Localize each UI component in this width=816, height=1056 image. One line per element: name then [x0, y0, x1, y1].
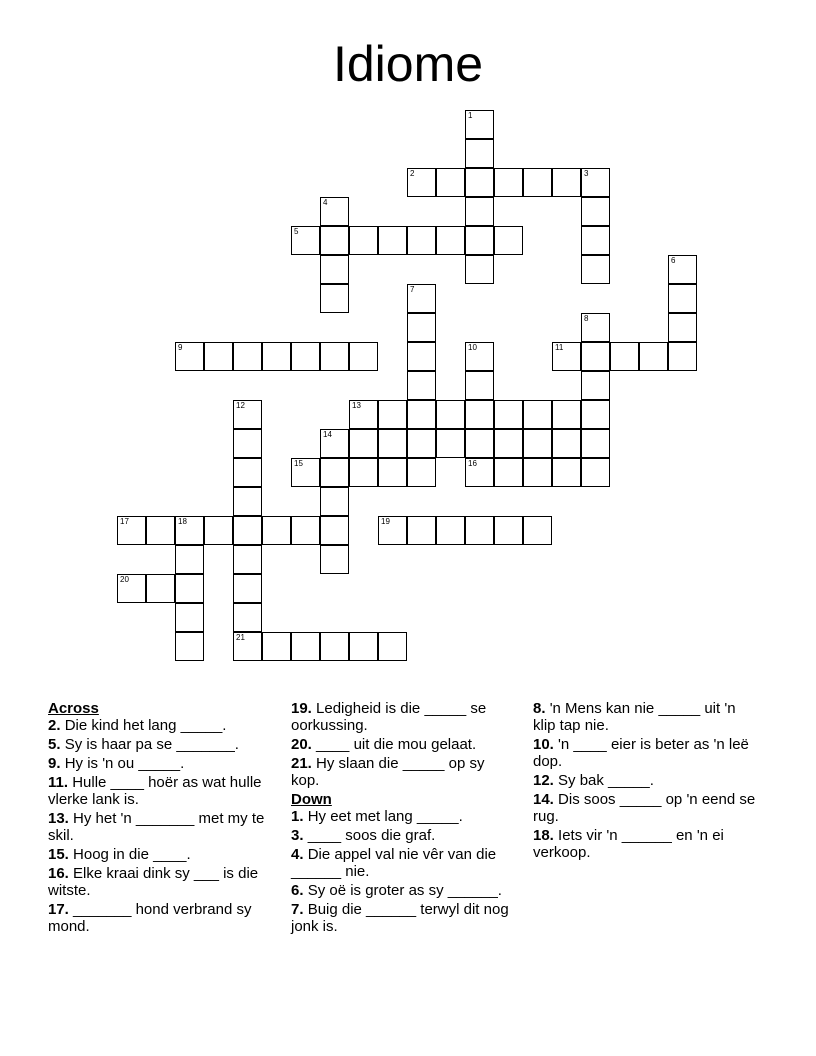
clue-down-14: 14. Dis soos _____ op 'n eend se rug. [533, 791, 756, 825]
grid-cell[interactable] [465, 429, 494, 458]
grid-cell[interactable] [552, 342, 581, 371]
grid-cell[interactable] [320, 516, 349, 545]
grid-cell[interactable] [204, 516, 233, 545]
grid-cell[interactable] [320, 226, 349, 255]
clue-across-21: 21. Hy slaan die _____ op sy kop. [291, 755, 485, 789]
grid-cell[interactable] [465, 226, 494, 255]
grid-cell[interactable] [320, 632, 349, 661]
grid-cell[interactable] [407, 342, 436, 371]
clue-down-3: 3. ____ soos die graf. [291, 827, 436, 844]
clue-column-1 [48, 700, 268, 937]
grid-cell[interactable] [407, 313, 436, 342]
clue-down-12: 12. Sy bak _____. [533, 772, 654, 789]
grid-cell[interactable] [320, 284, 349, 313]
clue-column-3 [533, 700, 761, 863]
grid-cell[interactable] [204, 342, 233, 371]
grid-cell[interactable] [581, 429, 610, 458]
grid-cell[interactable] [465, 400, 494, 429]
clue-down-8: 8. 'n Mens kan nie _____ uit 'n klip tap nie. [533, 700, 736, 734]
grid-cell[interactable] [465, 516, 494, 545]
cell-number: 12 [236, 401, 245, 410]
cell-number: 18 [178, 517, 187, 526]
grid-cell[interactable] [291, 632, 320, 661]
clue-across-16: 16. Elke kraai dink sy ___ is die witste. [48, 865, 259, 899]
clue-down-1: 1. Hy eet met lang _____. [291, 808, 463, 825]
across-heading: Across [48, 700, 99, 717]
grid-cell[interactable] [668, 342, 697, 371]
down-heading: Down [291, 791, 332, 808]
grid-cell[interactable] [523, 400, 552, 429]
clue-across-5: 5. Sy is haar pa se _______. [48, 736, 239, 753]
grid-cell[interactable] [465, 139, 494, 168]
grid-cell[interactable] [175, 603, 204, 632]
grid-cell[interactable] [494, 226, 523, 255]
grid-cell[interactable] [523, 168, 552, 197]
grid-cell[interactable] [349, 632, 378, 661]
grid-cell[interactable] [407, 458, 436, 487]
grid-cell[interactable] [552, 400, 581, 429]
cell-number: 15 [294, 459, 303, 468]
grid-cell[interactable] [291, 516, 320, 545]
grid-cell[interactable] [233, 487, 262, 516]
cell-number: 3 [584, 169, 589, 178]
grid-cell[interactable] [407, 429, 436, 458]
cell-number: 6 [671, 256, 676, 265]
clue-down-6: 6. Sy oë is groter as sy ______. [291, 882, 502, 899]
grid-cell[interactable] [465, 197, 494, 226]
cell-number: 8 [584, 314, 589, 323]
grid-cell[interactable] [291, 458, 320, 487]
grid-cell[interactable] [407, 516, 436, 545]
grid-cell[interactable] [378, 516, 407, 545]
cell-number: 4 [323, 198, 328, 207]
grid-cell[interactable] [581, 342, 610, 371]
grid-cell[interactable] [233, 574, 262, 603]
grid-cell[interactable] [233, 458, 262, 487]
grid-cell[interactable] [349, 458, 378, 487]
grid-cell[interactable] [175, 545, 204, 574]
clue-down-10: 10. 'n ____ eier is beter as 'n leë dop. [533, 736, 749, 770]
grid-cell[interactable] [320, 458, 349, 487]
cell-number: 5 [294, 227, 299, 236]
cell-number: 16 [468, 459, 477, 468]
grid-cell[interactable] [581, 168, 610, 197]
grid-cell[interactable] [581, 458, 610, 487]
grid-cell[interactable] [494, 516, 523, 545]
clue-down-18: 18. Iets vir 'n ______ en 'n ei verkoop. [533, 827, 724, 861]
grid-cell[interactable] [465, 110, 494, 139]
grid-cell[interactable] [291, 342, 320, 371]
cell-number: 21 [236, 633, 245, 642]
grid-cell[interactable] [349, 226, 378, 255]
cell-number: 17 [120, 517, 129, 526]
grid-cell[interactable] [523, 429, 552, 458]
clue-across-9: 9. Hy is 'n ou _____. [48, 755, 185, 772]
grid-cell[interactable] [146, 516, 175, 545]
grid-cell[interactable] [552, 458, 581, 487]
grid-cell[interactable] [262, 516, 291, 545]
clue-down-4: 4. Die appel val nie vêr van die ______ nie. [291, 846, 497, 880]
grid-cell[interactable] [320, 487, 349, 516]
grid-cell[interactable] [436, 429, 465, 458]
cell-number: 7 [410, 285, 415, 294]
grid-cell[interactable] [668, 284, 697, 313]
grid-cell[interactable] [639, 342, 668, 371]
cell-number: 19 [381, 517, 390, 526]
grid-cell[interactable] [378, 400, 407, 429]
grid-cell[interactable] [494, 168, 523, 197]
grid-cell[interactable] [233, 429, 262, 458]
grid-cell[interactable] [552, 429, 581, 458]
grid-cell[interactable] [233, 632, 262, 661]
grid-cell[interactable] [581, 371, 610, 400]
grid-cell[interactable] [117, 516, 146, 545]
grid-cell[interactable] [610, 342, 639, 371]
grid-cell[interactable] [668, 255, 697, 284]
grid-cell[interactable] [320, 342, 349, 371]
clue-down-7: 7. Buig die ______ terwyl dit nog jonk is. [291, 901, 509, 935]
grid-cell[interactable] [581, 400, 610, 429]
grid-cell[interactable] [175, 342, 204, 371]
grid-cell[interactable] [494, 458, 523, 487]
grid-cell[interactable] [552, 168, 581, 197]
grid-cell[interactable] [436, 516, 465, 545]
grid-cell[interactable] [465, 168, 494, 197]
grid-cell[interactable] [233, 400, 262, 429]
grid-cell[interactable] [291, 226, 320, 255]
grid-cell[interactable] [175, 516, 204, 545]
grid-cell[interactable] [436, 168, 465, 197]
cell-number: 14 [323, 430, 332, 439]
grid-cell[interactable] [233, 516, 262, 545]
grid-cell[interactable] [581, 255, 610, 284]
grid-cell[interactable] [465, 371, 494, 400]
grid-cell[interactable] [581, 197, 610, 226]
clue-across-15: 15. Hoog in die ____. [48, 846, 191, 863]
cell-number: 11 [555, 343, 564, 352]
grid-cell[interactable] [262, 342, 291, 371]
grid-cell[interactable] [349, 342, 378, 371]
grid-cell[interactable] [668, 313, 697, 342]
clue-across-19: 19. Ledigheid is die _____ se oorkussing. [291, 700, 487, 734]
grid-cell[interactable] [349, 429, 378, 458]
grid-cell[interactable] [146, 574, 175, 603]
grid-cell[interactable] [494, 429, 523, 458]
cell-number: 1 [468, 111, 473, 120]
cell-number: 20 [120, 575, 129, 584]
clue-across-17: 17. _______ hond verbrand sy mond. [48, 901, 252, 935]
grid-cell[interactable] [436, 226, 465, 255]
clue-column-2 [291, 700, 516, 937]
grid-cell[interactable] [320, 255, 349, 284]
grid-cell[interactable] [320, 429, 349, 458]
grid-cell[interactable] [407, 284, 436, 313]
grid-cell[interactable] [175, 574, 204, 603]
grid-cell[interactable] [378, 429, 407, 458]
grid-cell[interactable] [407, 226, 436, 255]
grid-cell[interactable] [233, 603, 262, 632]
grid-cell[interactable] [523, 458, 552, 487]
cell-number: 9 [178, 343, 183, 352]
grid-cell[interactable] [465, 458, 494, 487]
cell-number: 13 [352, 401, 361, 410]
grid-cell[interactable] [436, 400, 465, 429]
grid-cell[interactable] [465, 255, 494, 284]
cell-number: 2 [410, 169, 415, 178]
grid-cell[interactable] [320, 197, 349, 226]
grid-cell[interactable] [233, 545, 262, 574]
grid-cell[interactable] [494, 400, 523, 429]
grid-cell[interactable] [349, 400, 378, 429]
grid-cell[interactable] [175, 632, 204, 661]
grid-cell[interactable] [523, 516, 552, 545]
grid-cell[interactable] [233, 342, 262, 371]
clue-across-2: 2. Die kind het lang _____. [48, 717, 227, 734]
grid-cell[interactable] [262, 632, 291, 661]
grid-cell[interactable] [407, 168, 436, 197]
grid-cell[interactable] [407, 400, 436, 429]
grid-cell[interactable] [320, 545, 349, 574]
clue-across-20: 20. ____ uit die mou gelaat. [291, 736, 477, 753]
grid-cell[interactable] [407, 371, 436, 400]
grid-cell[interactable] [465, 342, 494, 371]
grid-cell[interactable] [581, 226, 610, 255]
grid-cell[interactable] [378, 632, 407, 661]
grid-cell[interactable] [581, 313, 610, 342]
puzzle-title: Idiome [332, 36, 484, 92]
clue-across-13: 13. Hy het 'n _______ met my te skil. [48, 810, 265, 844]
grid-cell[interactable] [378, 226, 407, 255]
clue-across-11: 11. Hulle ____ hoër as wat hulle vlerke lank is. [48, 774, 262, 808]
cell-number: 10 [468, 343, 477, 352]
grid-cell[interactable] [117, 574, 146, 603]
grid-cell[interactable] [378, 458, 407, 487]
